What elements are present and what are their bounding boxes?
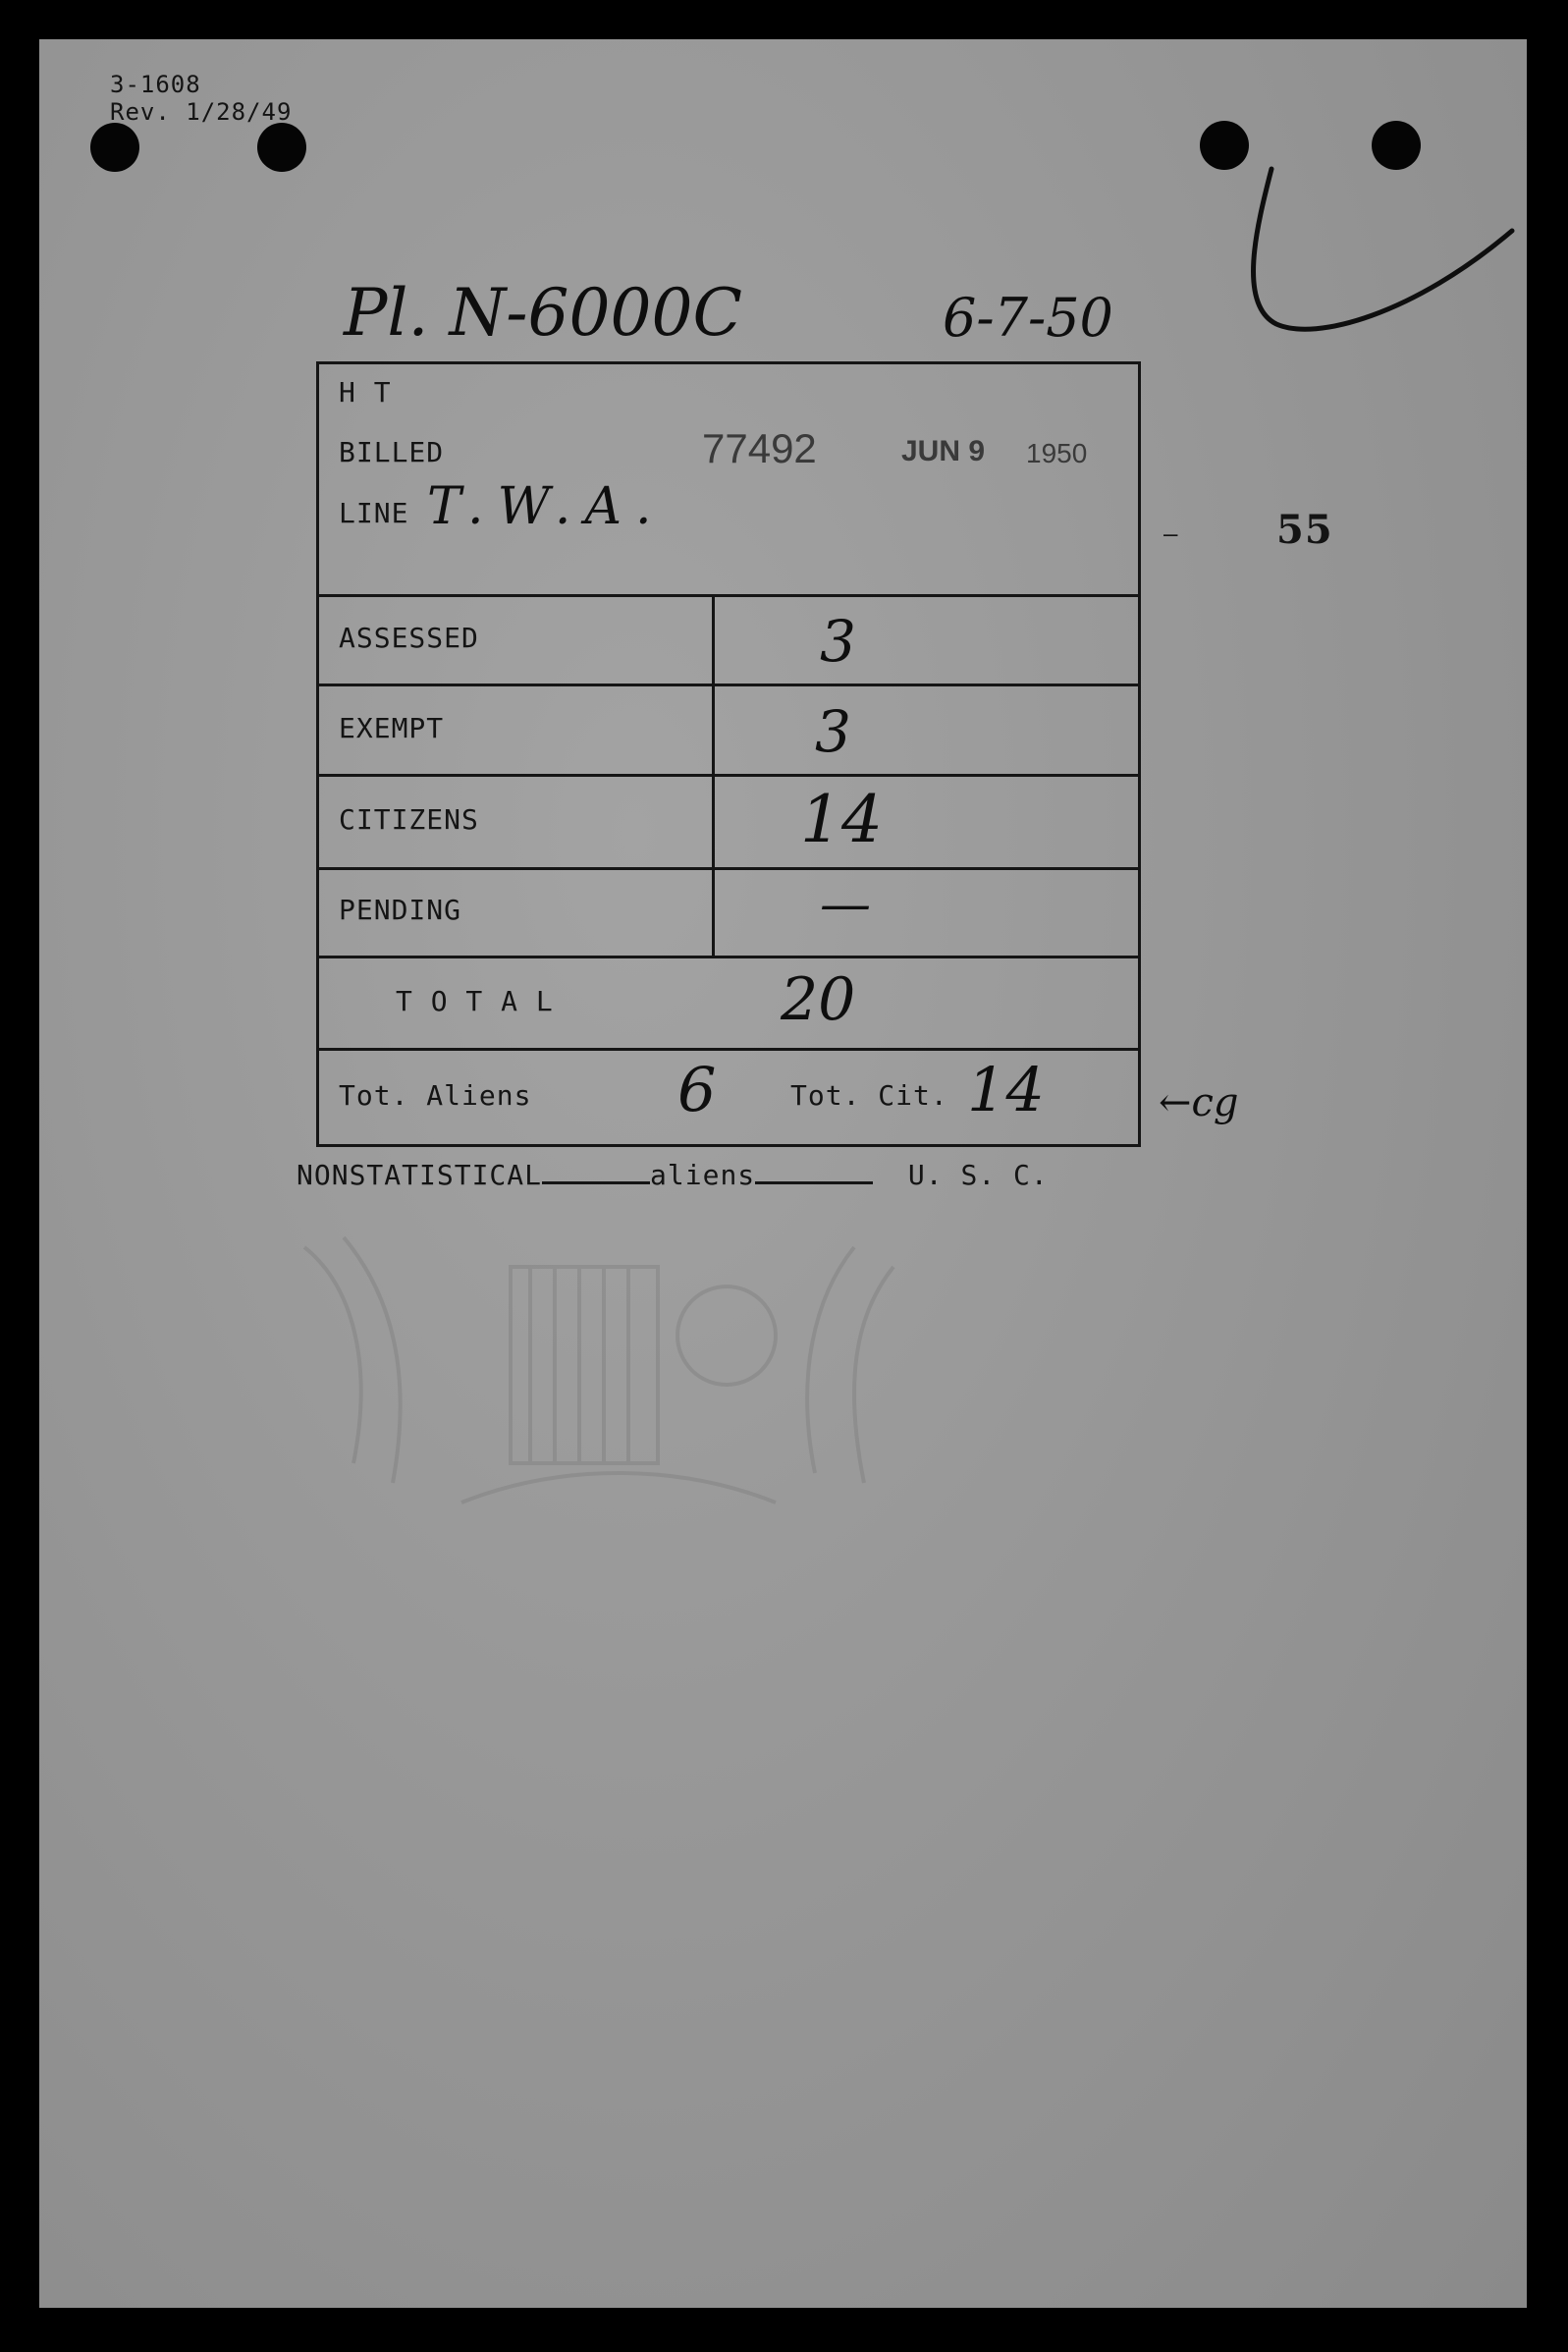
line-value: T.W.A. <box>427 477 666 536</box>
tot-aliens-label: Tot. Aliens <box>339 1079 532 1112</box>
handwritten-file-number: Pl. N-6000C <box>344 275 742 351</box>
aliens-blank <box>755 1160 873 1184</box>
manifest-tally-form <box>316 361 1141 1147</box>
total-label: T O T A L <box>396 985 554 1017</box>
faint-seal-watermark <box>265 1208 952 1532</box>
total-value: 20 <box>781 965 856 1034</box>
tot-cit-value: 14 <box>967 1054 1045 1125</box>
ht-label: H T <box>339 376 392 409</box>
usc-label: U. S. C. <box>907 1159 1049 1191</box>
nonstatistical-line <box>297 1159 1049 1191</box>
billed-stamp-year: 1950 <box>1026 438 1088 468</box>
assessed-label: ASSESSED <box>339 622 479 654</box>
nonstatistical-label: NONSTATISTICAL <box>297 1159 543 1191</box>
punch-hole <box>257 123 306 172</box>
pending-value: — <box>820 875 871 934</box>
citizens-value: 14 <box>800 782 883 857</box>
document-page <box>39 39 1527 2308</box>
aliens-label: aliens <box>650 1159 756 1191</box>
handwritten-date: 6-7-50 <box>943 287 1113 349</box>
punch-hole <box>90 123 139 172</box>
check-mark-icon <box>1217 118 1527 393</box>
tot-aliens-value: 6 <box>677 1054 717 1125</box>
form-revision: Rev. 1/28/49 <box>110 98 293 126</box>
reviewer-initials: ←cg <box>1159 1080 1239 1125</box>
billed-label: BILLED <box>339 436 445 468</box>
tot-cit-label: Tot. Cit. <box>790 1079 948 1112</box>
line-label: LINE <box>339 497 409 529</box>
side-dash: — <box>1163 520 1179 548</box>
exempt-label: EXEMPT <box>339 712 445 744</box>
exempt-value: 3 <box>815 698 851 765</box>
assessed-value: 3 <box>820 608 856 675</box>
nonstatistical-blank <box>542 1160 650 1184</box>
citizens-label: CITIZENS <box>339 803 479 836</box>
form-number: 3-1608 <box>110 71 201 98</box>
pending-label: PENDING <box>339 894 462 926</box>
billed-stamp-date: JUN 9 <box>901 435 986 467</box>
billed-stamp-number: 77492 <box>702 425 817 471</box>
page-number: 55 <box>1276 507 1333 553</box>
